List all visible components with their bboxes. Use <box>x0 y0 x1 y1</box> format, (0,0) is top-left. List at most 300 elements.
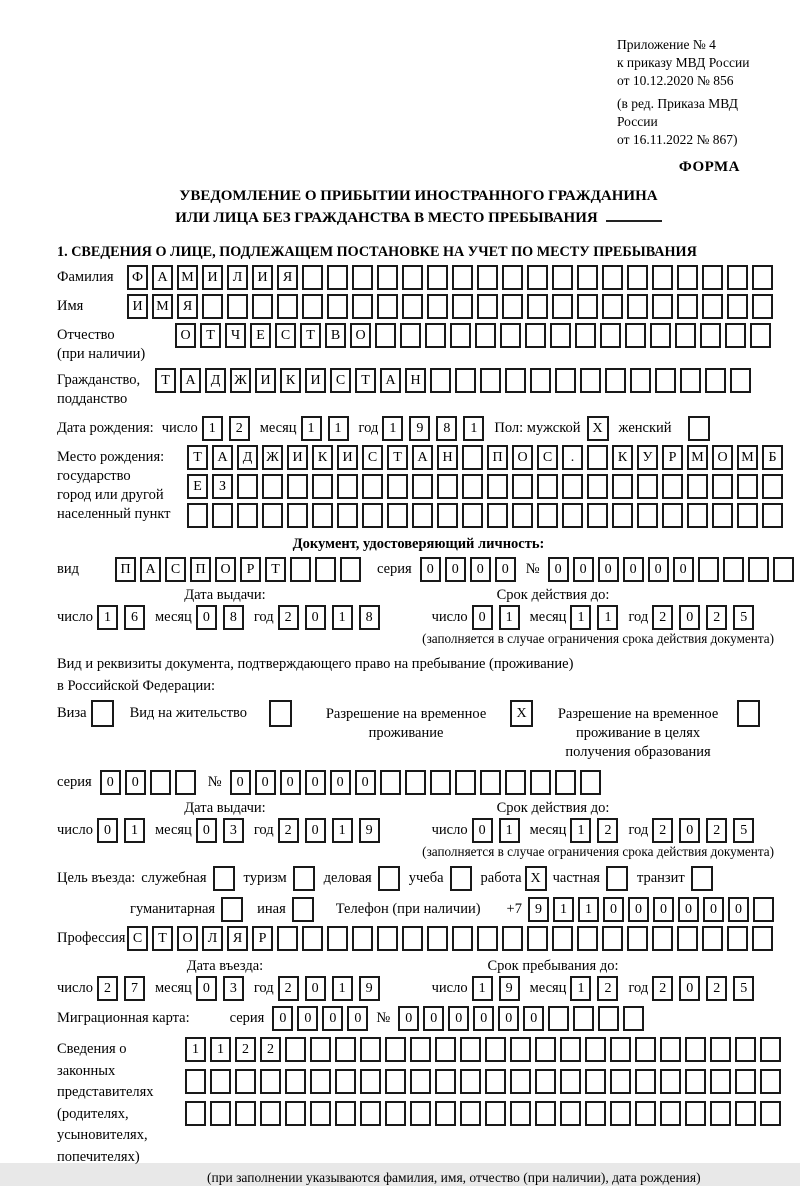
char-cell[interactable] <box>602 265 623 290</box>
char-cell[interactable] <box>577 265 598 290</box>
char-cell[interactable] <box>535 1069 556 1094</box>
char-cell[interactable] <box>302 926 323 951</box>
char-cell[interactable] <box>337 503 358 528</box>
char-cell[interactable] <box>627 926 648 951</box>
char-cell[interactable] <box>437 474 458 499</box>
char-cell[interactable]: Л <box>227 265 248 290</box>
char-cell[interactable]: Я <box>177 294 198 319</box>
char-cell[interactable] <box>290 557 311 582</box>
char-cell[interactable]: В <box>325 323 346 348</box>
char-cell[interactable]: 0 <box>305 818 326 843</box>
char-cell[interactable] <box>527 926 548 951</box>
char-cell[interactable]: Р <box>240 557 261 582</box>
char-cell[interactable]: И <box>287 445 308 470</box>
char-cell[interactable] <box>635 1101 656 1126</box>
transit-checkbox[interactable] <box>691 866 713 891</box>
char-cell[interactable] <box>385 1101 406 1126</box>
char-cell[interactable]: И <box>337 445 358 470</box>
char-cell[interactable] <box>435 1069 456 1094</box>
char-cell[interactable] <box>552 294 573 319</box>
char-cell[interactable] <box>527 265 548 290</box>
char-cell[interactable]: Т <box>155 368 176 393</box>
char-cell[interactable] <box>487 503 508 528</box>
char-cell[interactable]: 0 <box>423 1006 444 1031</box>
char-cell[interactable] <box>287 503 308 528</box>
char-cell[interactable] <box>662 474 683 499</box>
char-cell[interactable]: 0 <box>355 770 376 795</box>
char-cell[interactable] <box>650 323 671 348</box>
char-cell[interactable] <box>185 1069 206 1094</box>
char-cell[interactable] <box>387 474 408 499</box>
char-cell[interactable] <box>475 323 496 348</box>
char-cell[interactable]: 0 <box>628 897 649 922</box>
char-cell[interactable]: 1 <box>472 976 493 1001</box>
char-cell[interactable] <box>327 265 348 290</box>
char-cell[interactable] <box>510 1037 531 1062</box>
char-cell[interactable] <box>260 1101 281 1126</box>
char-cell[interactable] <box>315 557 336 582</box>
char-cell[interactable] <box>685 1101 706 1126</box>
char-cell[interactable]: Е <box>187 474 208 499</box>
char-cell[interactable] <box>477 926 498 951</box>
char-cell[interactable] <box>685 1069 706 1094</box>
char-cell[interactable]: У <box>637 445 658 470</box>
char-cell[interactable] <box>262 503 283 528</box>
char-cell[interactable] <box>702 294 723 319</box>
char-cell[interactable] <box>635 1037 656 1062</box>
char-cell[interactable]: Р <box>252 926 273 951</box>
char-cell[interactable]: С <box>165 557 186 582</box>
char-cell[interactable] <box>710 1037 731 1062</box>
char-cell[interactable] <box>435 1037 456 1062</box>
char-cell[interactable] <box>227 294 248 319</box>
char-cell[interactable] <box>577 294 598 319</box>
char-cell[interactable] <box>285 1069 306 1094</box>
char-cell[interactable]: Р <box>662 445 683 470</box>
char-cell[interactable] <box>480 368 501 393</box>
char-cell[interactable]: А <box>180 368 201 393</box>
char-cell[interactable] <box>460 1069 481 1094</box>
char-cell[interactable] <box>687 503 708 528</box>
char-cell[interactable]: 0 <box>548 557 569 582</box>
char-cell[interactable]: 0 <box>678 897 699 922</box>
char-cell[interactable] <box>702 265 723 290</box>
char-cell[interactable] <box>510 1101 531 1126</box>
char-cell[interactable]: 1 <box>328 416 349 441</box>
char-cell[interactable]: О <box>712 445 733 470</box>
residence-permit-checkbox[interactable] <box>269 700 292 727</box>
char-cell[interactable] <box>335 1037 356 1062</box>
char-cell[interactable]: 2 <box>229 416 250 441</box>
char-cell[interactable]: 1 <box>332 605 353 630</box>
char-cell[interactable] <box>410 1069 431 1094</box>
char-cell[interactable]: М <box>152 294 173 319</box>
char-cell[interactable] <box>635 1069 656 1094</box>
char-cell[interactable]: 2 <box>260 1037 281 1062</box>
char-cell[interactable] <box>760 1101 781 1126</box>
char-cell[interactable]: 0 <box>623 557 644 582</box>
char-cell[interactable] <box>260 1069 281 1094</box>
char-cell[interactable] <box>427 926 448 951</box>
char-cell[interactable] <box>427 294 448 319</box>
char-cell[interactable]: 1 <box>597 605 618 630</box>
char-cell[interactable]: 3 <box>223 976 244 1001</box>
char-cell[interactable] <box>612 474 633 499</box>
char-cell[interactable] <box>660 1101 681 1126</box>
char-cell[interactable]: 5 <box>733 818 754 843</box>
char-cell[interactable] <box>310 1101 331 1126</box>
char-cell[interactable] <box>285 1037 306 1062</box>
char-cell[interactable]: Т <box>355 368 376 393</box>
char-cell[interactable] <box>675 323 696 348</box>
char-cell[interactable] <box>652 294 673 319</box>
char-cell[interactable] <box>627 294 648 319</box>
char-cell[interactable] <box>530 770 551 795</box>
char-cell[interactable] <box>712 503 733 528</box>
char-cell[interactable] <box>427 265 448 290</box>
char-cell[interactable]: С <box>127 926 148 951</box>
char-cell[interactable] <box>727 926 748 951</box>
char-cell[interactable]: 0 <box>679 818 700 843</box>
char-cell[interactable]: 0 <box>472 605 493 630</box>
char-cell[interactable]: Т <box>300 323 321 348</box>
char-cell[interactable] <box>562 503 583 528</box>
char-cell[interactable]: 0 <box>470 557 491 582</box>
char-cell[interactable]: Т <box>265 557 286 582</box>
humanitarian-checkbox[interactable] <box>221 897 243 922</box>
char-cell[interactable]: 0 <box>125 770 146 795</box>
char-cell[interactable] <box>510 1069 531 1094</box>
char-cell[interactable]: А <box>412 445 433 470</box>
char-cell[interactable]: 9 <box>409 416 430 441</box>
char-cell[interactable] <box>573 1006 594 1031</box>
char-cell[interactable]: 0 <box>703 897 724 922</box>
char-cell[interactable] <box>587 445 608 470</box>
char-cell[interactable] <box>352 294 373 319</box>
study-checkbox[interactable] <box>450 866 472 891</box>
char-cell[interactable] <box>505 368 526 393</box>
char-cell[interactable] <box>262 474 283 499</box>
char-cell[interactable]: 0 <box>603 897 624 922</box>
char-cell[interactable]: О <box>215 557 236 582</box>
char-cell[interactable]: 2 <box>652 976 673 1001</box>
char-cell[interactable] <box>723 557 744 582</box>
char-cell[interactable] <box>387 503 408 528</box>
tourism-checkbox[interactable] <box>293 866 315 891</box>
char-cell[interactable]: М <box>177 265 198 290</box>
char-cell[interactable] <box>600 323 621 348</box>
char-cell[interactable]: 0 <box>445 557 466 582</box>
visa-checkbox[interactable] <box>91 700 114 727</box>
char-cell[interactable]: О <box>512 445 533 470</box>
char-cell[interactable] <box>360 1101 381 1126</box>
char-cell[interactable]: 0 <box>679 976 700 1001</box>
char-cell[interactable]: О <box>175 323 196 348</box>
char-cell[interactable]: 2 <box>278 976 299 1001</box>
char-cell[interactable]: 0 <box>305 976 326 1001</box>
char-cell[interactable] <box>660 1037 681 1062</box>
char-cell[interactable]: 0 <box>196 818 217 843</box>
char-cell[interactable]: 8 <box>223 605 244 630</box>
char-cell[interactable] <box>502 926 523 951</box>
char-cell[interactable]: Е <box>250 323 271 348</box>
char-cell[interactable] <box>505 770 526 795</box>
char-cell[interactable]: С <box>362 445 383 470</box>
char-cell[interactable] <box>477 265 498 290</box>
char-cell[interactable]: 1 <box>463 416 484 441</box>
char-cell[interactable]: 2 <box>652 818 673 843</box>
char-cell[interactable]: 1 <box>382 416 403 441</box>
char-cell[interactable] <box>410 1037 431 1062</box>
char-cell[interactable] <box>585 1069 606 1094</box>
char-cell[interactable] <box>235 1069 256 1094</box>
char-cell[interactable]: 6 <box>124 605 145 630</box>
char-cell[interactable]: А <box>152 265 173 290</box>
char-cell[interactable] <box>237 503 258 528</box>
char-cell[interactable]: 0 <box>100 770 121 795</box>
char-cell[interactable] <box>512 503 533 528</box>
char-cell[interactable]: 2 <box>597 818 618 843</box>
char-cell[interactable] <box>237 474 258 499</box>
char-cell[interactable]: М <box>737 445 758 470</box>
char-cell[interactable]: 7 <box>124 976 145 1001</box>
char-cell[interactable] <box>312 474 333 499</box>
sex-male-checkbox[interactable]: X <box>587 416 609 441</box>
char-cell[interactable]: Я <box>227 926 248 951</box>
char-cell[interactable] <box>430 368 451 393</box>
char-cell[interactable]: И <box>127 294 148 319</box>
temporary-residence-education-checkbox[interactable] <box>737 700 760 727</box>
char-cell[interactable] <box>385 1069 406 1094</box>
char-cell[interactable]: 0 <box>673 557 694 582</box>
char-cell[interactable] <box>337 474 358 499</box>
char-cell[interactable]: 0 <box>498 1006 519 1031</box>
char-cell[interactable] <box>462 445 483 470</box>
char-cell[interactable]: К <box>312 445 333 470</box>
char-cell[interactable] <box>710 1101 731 1126</box>
char-cell[interactable]: 0 <box>305 770 326 795</box>
char-cell[interactable]: 2 <box>597 976 618 1001</box>
char-cell[interactable] <box>460 1101 481 1126</box>
char-cell[interactable]: 1 <box>210 1037 231 1062</box>
char-cell[interactable] <box>727 265 748 290</box>
char-cell[interactable] <box>150 770 171 795</box>
char-cell[interactable]: 2 <box>706 976 727 1001</box>
char-cell[interactable] <box>555 770 576 795</box>
char-cell[interactable]: 2 <box>278 605 299 630</box>
char-cell[interactable] <box>753 897 774 922</box>
char-cell[interactable]: Т <box>200 323 221 348</box>
char-cell[interactable]: 0 <box>598 557 619 582</box>
char-cell[interactable] <box>512 474 533 499</box>
char-cell[interactable]: 0 <box>472 818 493 843</box>
char-cell[interactable] <box>487 474 508 499</box>
char-cell[interactable] <box>677 294 698 319</box>
char-cell[interactable]: 1 <box>499 605 520 630</box>
char-cell[interactable]: 0 <box>280 770 301 795</box>
char-cell[interactable] <box>752 926 773 951</box>
char-cell[interactable]: 1 <box>97 605 118 630</box>
char-cell[interactable]: А <box>212 445 233 470</box>
char-cell[interactable]: 1 <box>570 605 591 630</box>
char-cell[interactable]: 9 <box>528 897 549 922</box>
char-cell[interactable] <box>660 1069 681 1094</box>
char-cell[interactable] <box>485 1101 506 1126</box>
char-cell[interactable] <box>550 323 571 348</box>
char-cell[interactable]: 0 <box>448 1006 469 1031</box>
char-cell[interactable] <box>310 1069 331 1094</box>
char-cell[interactable]: 1 <box>578 897 599 922</box>
char-cell[interactable] <box>485 1069 506 1094</box>
char-cell[interactable] <box>637 474 658 499</box>
char-cell[interactable]: О <box>177 926 198 951</box>
char-cell[interactable] <box>610 1037 631 1062</box>
char-cell[interactable] <box>187 503 208 528</box>
char-cell[interactable]: 2 <box>278 818 299 843</box>
char-cell[interactable] <box>585 1037 606 1062</box>
char-cell[interactable]: . <box>562 445 583 470</box>
char-cell[interactable] <box>412 503 433 528</box>
char-cell[interactable]: 2 <box>652 605 673 630</box>
char-cell[interactable]: Т <box>187 445 208 470</box>
char-cell[interactable]: 5 <box>733 976 754 1001</box>
char-cell[interactable]: Ф <box>127 265 148 290</box>
char-cell[interactable] <box>502 294 523 319</box>
char-cell[interactable] <box>702 926 723 951</box>
char-cell[interactable]: 1 <box>570 976 591 1001</box>
char-cell[interactable] <box>560 1069 581 1094</box>
char-cell[interactable]: 0 <box>347 1006 368 1031</box>
char-cell[interactable]: Ж <box>230 368 251 393</box>
char-cell[interactable]: З <box>212 474 233 499</box>
char-cell[interactable] <box>760 1037 781 1062</box>
char-cell[interactable] <box>327 294 348 319</box>
char-cell[interactable]: 0 <box>330 770 351 795</box>
char-cell[interactable]: 0 <box>728 897 749 922</box>
char-cell[interactable] <box>748 557 769 582</box>
char-cell[interactable] <box>210 1069 231 1094</box>
char-cell[interactable]: С <box>537 445 558 470</box>
char-cell[interactable]: 1 <box>570 818 591 843</box>
char-cell[interactable]: 0 <box>322 1006 343 1031</box>
char-cell[interactable]: Т <box>387 445 408 470</box>
char-cell[interactable] <box>310 1037 331 1062</box>
char-cell[interactable]: Ч <box>225 323 246 348</box>
char-cell[interactable] <box>680 368 701 393</box>
char-cell[interactable] <box>302 294 323 319</box>
char-cell[interactable]: 0 <box>679 605 700 630</box>
char-cell[interactable] <box>362 474 383 499</box>
char-cell[interactable] <box>737 474 758 499</box>
char-cell[interactable] <box>752 265 773 290</box>
char-cell[interactable] <box>537 474 558 499</box>
business-checkbox[interactable] <box>213 866 235 891</box>
char-cell[interactable] <box>710 1069 731 1094</box>
char-cell[interactable] <box>400 323 421 348</box>
char-cell[interactable]: 0 <box>297 1006 318 1031</box>
char-cell[interactable] <box>185 1101 206 1126</box>
char-cell[interactable] <box>537 503 558 528</box>
char-cell[interactable] <box>335 1101 356 1126</box>
char-cell[interactable] <box>605 368 626 393</box>
char-cell[interactable] <box>685 1037 706 1062</box>
char-cell[interactable] <box>327 926 348 951</box>
char-cell[interactable]: 0 <box>398 1006 419 1031</box>
char-cell[interactable]: 1 <box>332 976 353 1001</box>
char-cell[interactable] <box>335 1069 356 1094</box>
char-cell[interactable]: Н <box>437 445 458 470</box>
char-cell[interactable] <box>477 294 498 319</box>
char-cell[interactable] <box>285 1101 306 1126</box>
char-cell[interactable]: 0 <box>305 605 326 630</box>
char-cell[interactable] <box>677 926 698 951</box>
char-cell[interactable] <box>698 557 719 582</box>
char-cell[interactable]: 0 <box>255 770 276 795</box>
char-cell[interactable] <box>462 474 483 499</box>
char-cell[interactable]: 2 <box>706 605 727 630</box>
other-checkbox[interactable] <box>292 897 314 922</box>
char-cell[interactable]: 0 <box>272 1006 293 1031</box>
char-cell[interactable] <box>530 368 551 393</box>
char-cell[interactable] <box>625 323 646 348</box>
temporary-residence-checkbox[interactable]: X <box>510 700 533 727</box>
char-cell[interactable] <box>385 1037 406 1062</box>
char-cell[interactable] <box>598 1006 619 1031</box>
char-cell[interactable] <box>362 503 383 528</box>
char-cell[interactable]: Ж <box>262 445 283 470</box>
char-cell[interactable]: 2 <box>706 818 727 843</box>
char-cell[interactable]: 0 <box>230 770 251 795</box>
char-cell[interactable] <box>352 265 373 290</box>
char-cell[interactable] <box>410 1101 431 1126</box>
char-cell[interactable] <box>762 503 783 528</box>
char-cell[interactable] <box>575 323 596 348</box>
char-cell[interactable] <box>555 368 576 393</box>
char-cell[interactable] <box>737 503 758 528</box>
char-cell[interactable] <box>302 265 323 290</box>
char-cell[interactable] <box>402 265 423 290</box>
char-cell[interactable] <box>455 770 476 795</box>
char-cell[interactable] <box>652 926 673 951</box>
char-cell[interactable] <box>527 294 548 319</box>
char-cell[interactable] <box>677 265 698 290</box>
char-cell[interactable] <box>602 294 623 319</box>
char-cell[interactable] <box>560 1101 581 1126</box>
char-cell[interactable] <box>548 1006 569 1031</box>
char-cell[interactable] <box>212 503 233 528</box>
char-cell[interactable] <box>587 503 608 528</box>
char-cell[interactable]: И <box>202 265 223 290</box>
char-cell[interactable] <box>340 557 361 582</box>
char-cell[interactable]: 0 <box>473 1006 494 1031</box>
char-cell[interactable] <box>535 1037 556 1062</box>
char-cell[interactable]: 0 <box>523 1006 544 1031</box>
char-cell[interactable]: 1 <box>202 416 223 441</box>
char-cell[interactable]: 5 <box>733 605 754 630</box>
char-cell[interactable]: 8 <box>359 605 380 630</box>
char-cell[interactable] <box>525 323 546 348</box>
char-cell[interactable]: Я <box>277 265 298 290</box>
char-cell[interactable] <box>652 265 673 290</box>
char-cell[interactable]: И <box>252 265 273 290</box>
char-cell[interactable] <box>562 474 583 499</box>
char-cell[interactable] <box>585 1101 606 1126</box>
char-cell[interactable] <box>637 503 658 528</box>
char-cell[interactable]: 0 <box>573 557 594 582</box>
char-cell[interactable] <box>602 926 623 951</box>
char-cell[interactable] <box>202 294 223 319</box>
char-cell[interactable] <box>727 294 748 319</box>
